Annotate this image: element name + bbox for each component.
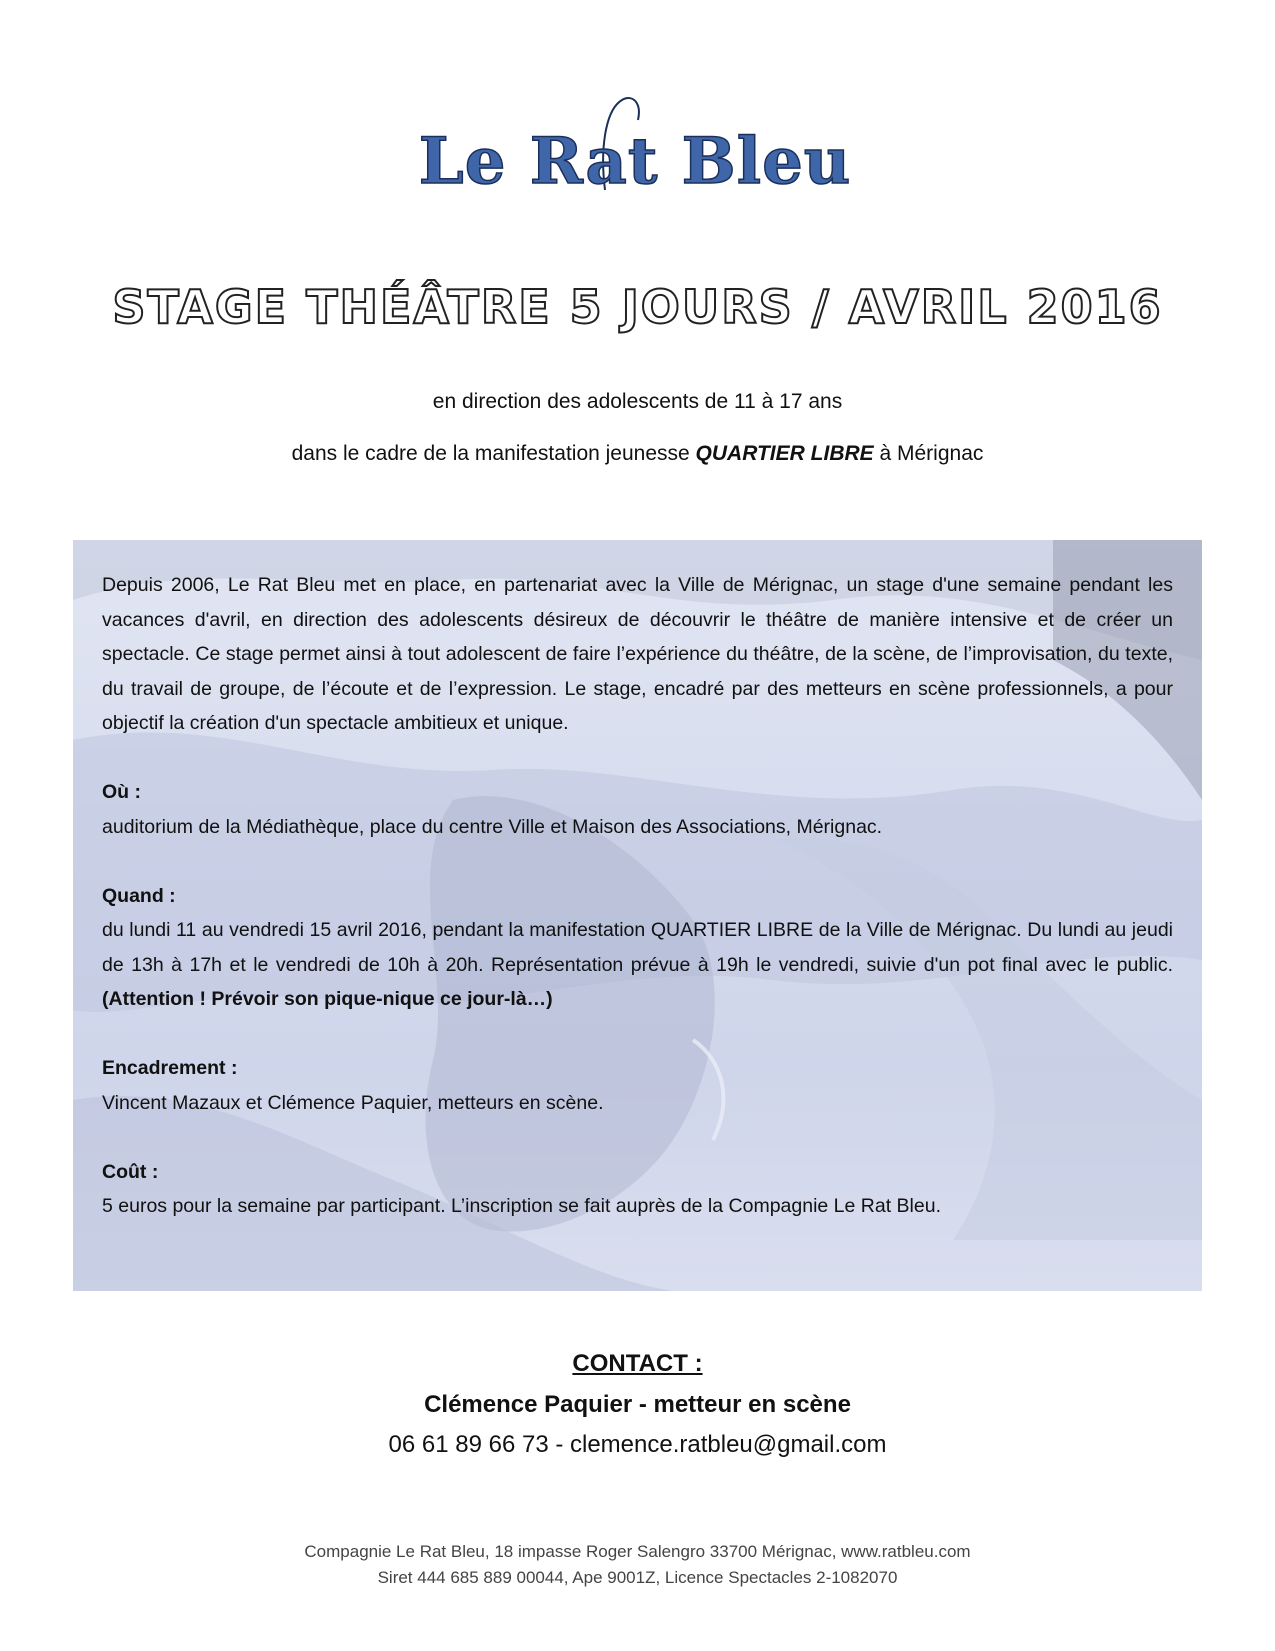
contact-name: Clémence Paquier - metteur en scène (424, 1391, 851, 1418)
where-text: auditorium de la Médiathèque, place du centre Ville et Maison des Associations, Mérignac. (102, 815, 883, 838)
company-logo (400, 90, 870, 200)
when-paragraph (102, 913, 1173, 1017)
subtitle-line-2-end: à Mérignac (873, 442, 984, 465)
footer-legal: Siret 444 685 889 00044, Ape 9001Z, Licence Spectacles 2-1082070 (377, 1568, 898, 1587)
subtitle-line-2 (0, 442, 1275, 466)
staff-label: Encadrement : (102, 1057, 238, 1079)
when-note: (Attention ! Prévoir son pique-nique ce jour-là…) (102, 988, 553, 1010)
page-title: STAGE THÉÂTRE 5 JOURS / AVRIL 2016 (112, 280, 1163, 334)
logo-text: Le Rat Bleu (418, 124, 852, 199)
subtitle-line-2-start: dans le cadre de la manifestation jeunesse (291, 442, 696, 465)
spacer (102, 741, 1173, 776)
cost-text: 5 euros pour la semaine par participant. L’inscription se fait auprès de la Compagnie Le Rat Bleu. (102, 1195, 941, 1217)
subtitle-line-1: en direction des adolescents de 11 à 17 ans (432, 390, 843, 413)
when-label: Quand : (102, 884, 176, 907)
spacer (102, 844, 1173, 879)
spacer (102, 1120, 1173, 1155)
contact-heading: CONTACT : (572, 1350, 703, 1377)
where-label: Où : (102, 781, 141, 803)
spacer (102, 1017, 1173, 1052)
when-text: du lundi 11 au vendredi 15 avril 2016, pendant la manifestation QUARTIER LIBRE de la Ville de Mérignac. Du lundi au jeudi de 13h à 17h et le vendredi de 10h à 20h. Représentation prévue à 19h le vendredi, suivie d'un pot final avec le public. (102, 919, 1173, 976)
panel-text (102, 568, 1173, 1224)
info-panel (73, 540, 1202, 1291)
contact-details: 06 61 89 66 73 - clemence.ratbleu@gmail.com (388, 1431, 887, 1458)
cost-label: Coût : (102, 1160, 159, 1183)
event-name: QUARTIER LIBRE (695, 442, 874, 465)
intro-paragraph: Depuis 2006, Le Rat Bleu met en place, en partenariat avec la Ville de Mérignac, un stage d'une semaine pendant les vacances d'avril, en direction des adolescents désireux de découvrir le théâtre de manière intensive et de créer un spectacle. Ce stage permet ainsi à tout adolescent de faire l’expérience du théâtre, de la scène, de l’improvisation, du texte, du travail de groupe, de l’écoute et de l’expression. Le stage, encadré par des metteurs en scène professionnels, a pour objectif la création d'un spectacle ambitieux et unique. (102, 574, 1173, 734)
staff-text: Vincent Mazaux et Clémence Paquier, metteurs en scène. (102, 1091, 604, 1114)
footer-address: Compagnie Le Rat Bleu, 18 impasse Roger Salengro 33700 Mérignac, www.ratbleu.com (304, 1542, 971, 1561)
